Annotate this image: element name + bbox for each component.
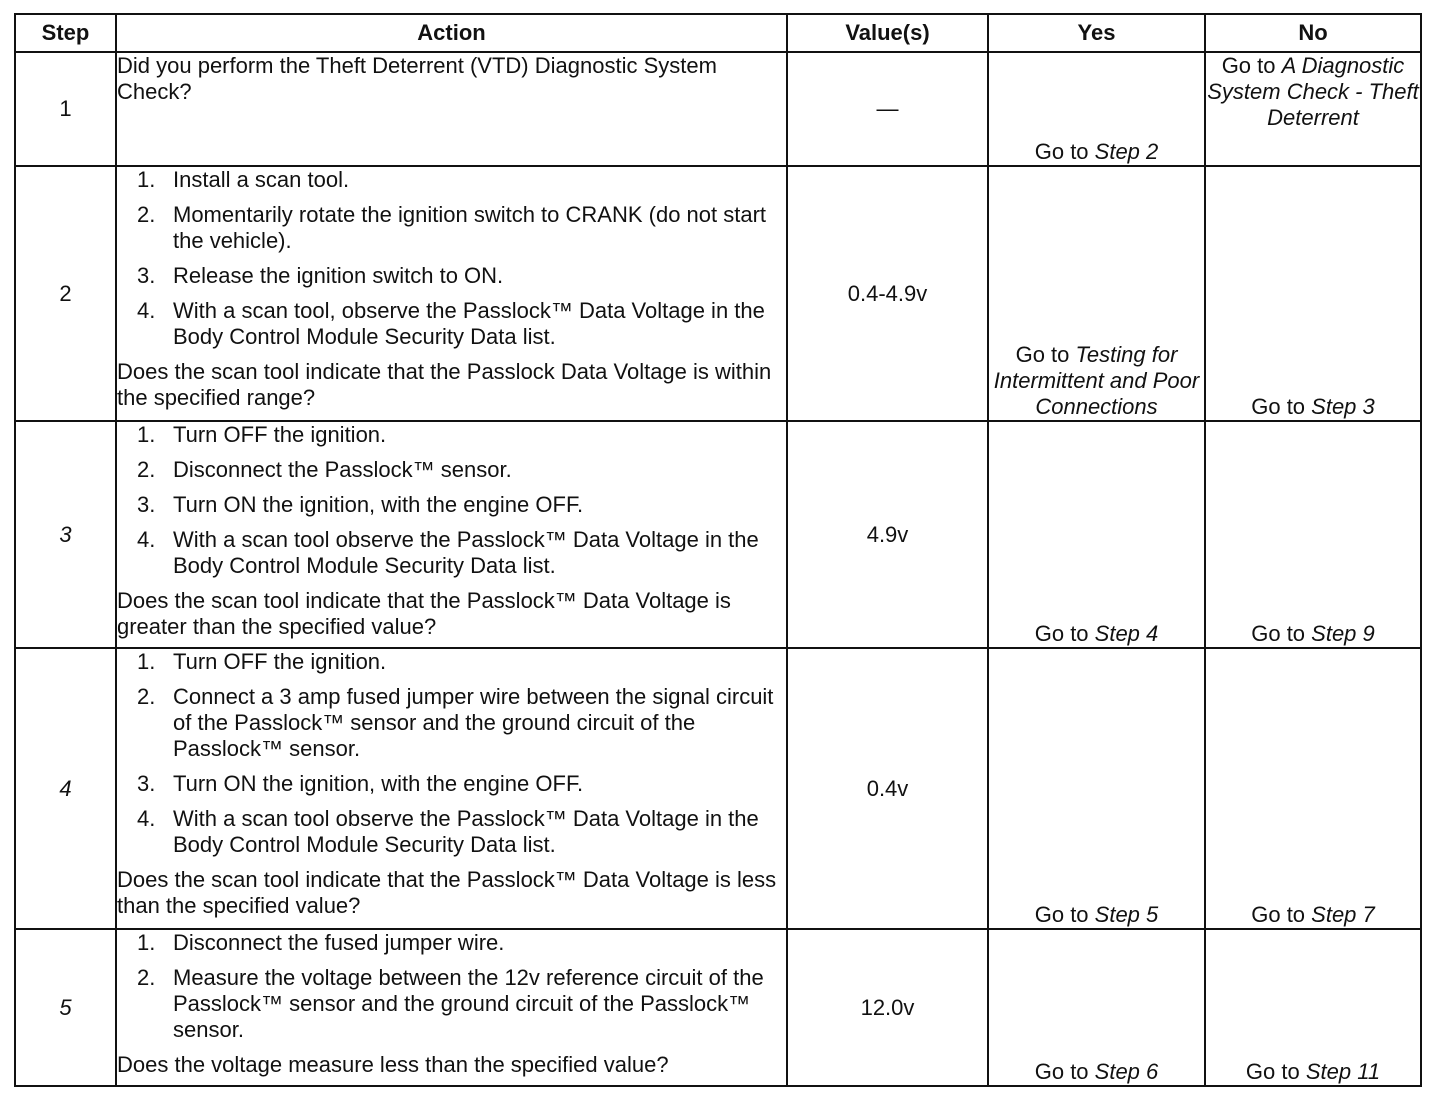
action-cell xyxy=(116,929,787,1086)
no-prefix: Go to xyxy=(1251,902,1312,927)
action-cell xyxy=(116,52,787,166)
action-cell xyxy=(116,421,787,648)
table-row xyxy=(15,929,1421,1086)
table-row xyxy=(15,52,1421,166)
no-prefix: Go to xyxy=(1251,394,1312,419)
yes-prefix: Go to xyxy=(1034,139,1095,164)
no-link[interactable]: A Diagnostic System Check - Theft Deterrent xyxy=(1207,53,1419,130)
list-item: 2. Disconnect the Passlock™ sensor. xyxy=(137,457,512,482)
value-cell: 0.4v xyxy=(787,648,988,929)
step-number: 1 xyxy=(15,52,116,166)
procedure-list xyxy=(117,422,786,579)
header-no: No xyxy=(1205,14,1421,52)
no-link[interactable]: Step 9 xyxy=(1311,621,1375,646)
yes-cell xyxy=(988,52,1205,166)
yes-link[interactable]: Step 2 xyxy=(1094,139,1159,164)
yes-cell xyxy=(988,421,1205,648)
list-item: 4. With a scan tool, observe the Passlock™ Data Voltage in the Body Control Module Security Data list. xyxy=(137,298,765,349)
value-cell: 4.9v xyxy=(787,421,988,648)
action-question: Does the scan tool indicate that the Passlock™ Data Voltage is less than the specified value? xyxy=(117,867,777,918)
header-yes: Yes xyxy=(988,14,1205,52)
procedure-list xyxy=(117,649,786,858)
header-action: Action xyxy=(116,14,787,52)
header-values: Value(s) xyxy=(787,14,988,52)
list-item: 3. Release the ignition switch to ON. xyxy=(137,263,504,288)
no-prefix: Go to xyxy=(1251,621,1312,646)
value-cell: 0.4-4.9v xyxy=(787,166,988,421)
list-item: 1. Disconnect the fused jumper wire. xyxy=(137,930,505,955)
action-question: Did you perform the Theft Deterrent (VTD) Diagnostic System Check? xyxy=(117,53,717,104)
action-question: Does the scan tool indicate that the Passlock™ Data Voltage is greater than the specified value? xyxy=(117,588,731,639)
yes-link[interactable]: Step 5 xyxy=(1094,902,1159,927)
list-item: 1. Turn OFF the ignition. xyxy=(137,422,387,447)
list-item: 1. Turn OFF the ignition. xyxy=(137,649,387,674)
list-item: 4. With a scan tool observe the Passlock™ Data Voltage in the Body Control Module Security Data list. xyxy=(137,806,759,857)
list-item: 4. With a scan tool observe the Passlock™ Data Voltage in the Body Control Module Security Data list. xyxy=(137,527,759,578)
list-item: 2. Connect a 3 amp fused jumper wire between the signal circuit of the Passlock™ sensor and the ground circuit of the Passlock™ sensor. xyxy=(137,684,774,761)
list-item: 1. Install a scan tool. xyxy=(137,167,350,192)
yes-link[interactable]: Step 6 xyxy=(1094,1059,1159,1084)
no-cell xyxy=(1205,166,1421,421)
yes-cell xyxy=(988,648,1205,929)
action-question: Does the scan tool indicate that the Passlock Data Voltage is within the specified range? xyxy=(117,359,772,410)
no-prefix: Go to xyxy=(1221,53,1282,78)
step-number: 4 xyxy=(15,648,116,929)
list-item: 2. Momentarily rotate the ignition switch to CRANK (do not start the vehicle). xyxy=(137,202,767,253)
yes-cell xyxy=(988,166,1205,421)
procedure-list xyxy=(117,167,786,350)
list-item: 3. Turn ON the ignition, with the engine OFF. xyxy=(137,492,584,517)
yes-prefix: Go to xyxy=(1034,621,1095,646)
no-link[interactable]: Step 11 xyxy=(1305,1059,1381,1084)
table-row xyxy=(15,421,1421,648)
yes-link[interactable]: Step 4 xyxy=(1094,621,1159,646)
action-cell xyxy=(116,166,787,421)
yes-prefix: Go to xyxy=(1015,342,1076,367)
no-cell xyxy=(1205,929,1421,1086)
diagnostic-table xyxy=(14,13,1422,1087)
list-item: 3. Turn ON the ignition, with the engine OFF. xyxy=(137,771,584,796)
header-step: Step xyxy=(15,14,116,52)
no-cell xyxy=(1205,648,1421,929)
value-cell: 12.0v xyxy=(787,929,988,1086)
step-number: 2 xyxy=(15,166,116,421)
procedure-list xyxy=(117,930,786,1043)
step-number: 5 xyxy=(15,929,116,1086)
yes-cell xyxy=(988,929,1205,1086)
table-row xyxy=(15,648,1421,929)
no-link[interactable]: Step 7 xyxy=(1311,902,1375,927)
action-question: Does the voltage measure less than the specified value? xyxy=(117,1052,669,1077)
value-cell: — xyxy=(787,52,988,166)
step-number: 3 xyxy=(15,421,116,648)
yes-prefix: Go to xyxy=(1034,902,1095,927)
no-prefix: Go to xyxy=(1245,1059,1306,1084)
yes-prefix: Go to xyxy=(1034,1059,1095,1084)
action-cell xyxy=(116,648,787,929)
no-cell xyxy=(1205,52,1421,166)
yes-link[interactable]: Testing for Intermittent and Poor Connections xyxy=(993,342,1200,419)
no-link[interactable]: Step 3 xyxy=(1311,394,1375,419)
header-row xyxy=(15,14,1421,52)
no-cell xyxy=(1205,421,1421,648)
list-item: 2. Measure the voltage between the 12v reference circuit of the Passlock™ sensor and the ground circuit of the Passlock™ sensor. xyxy=(137,965,764,1042)
table-row xyxy=(15,166,1421,421)
